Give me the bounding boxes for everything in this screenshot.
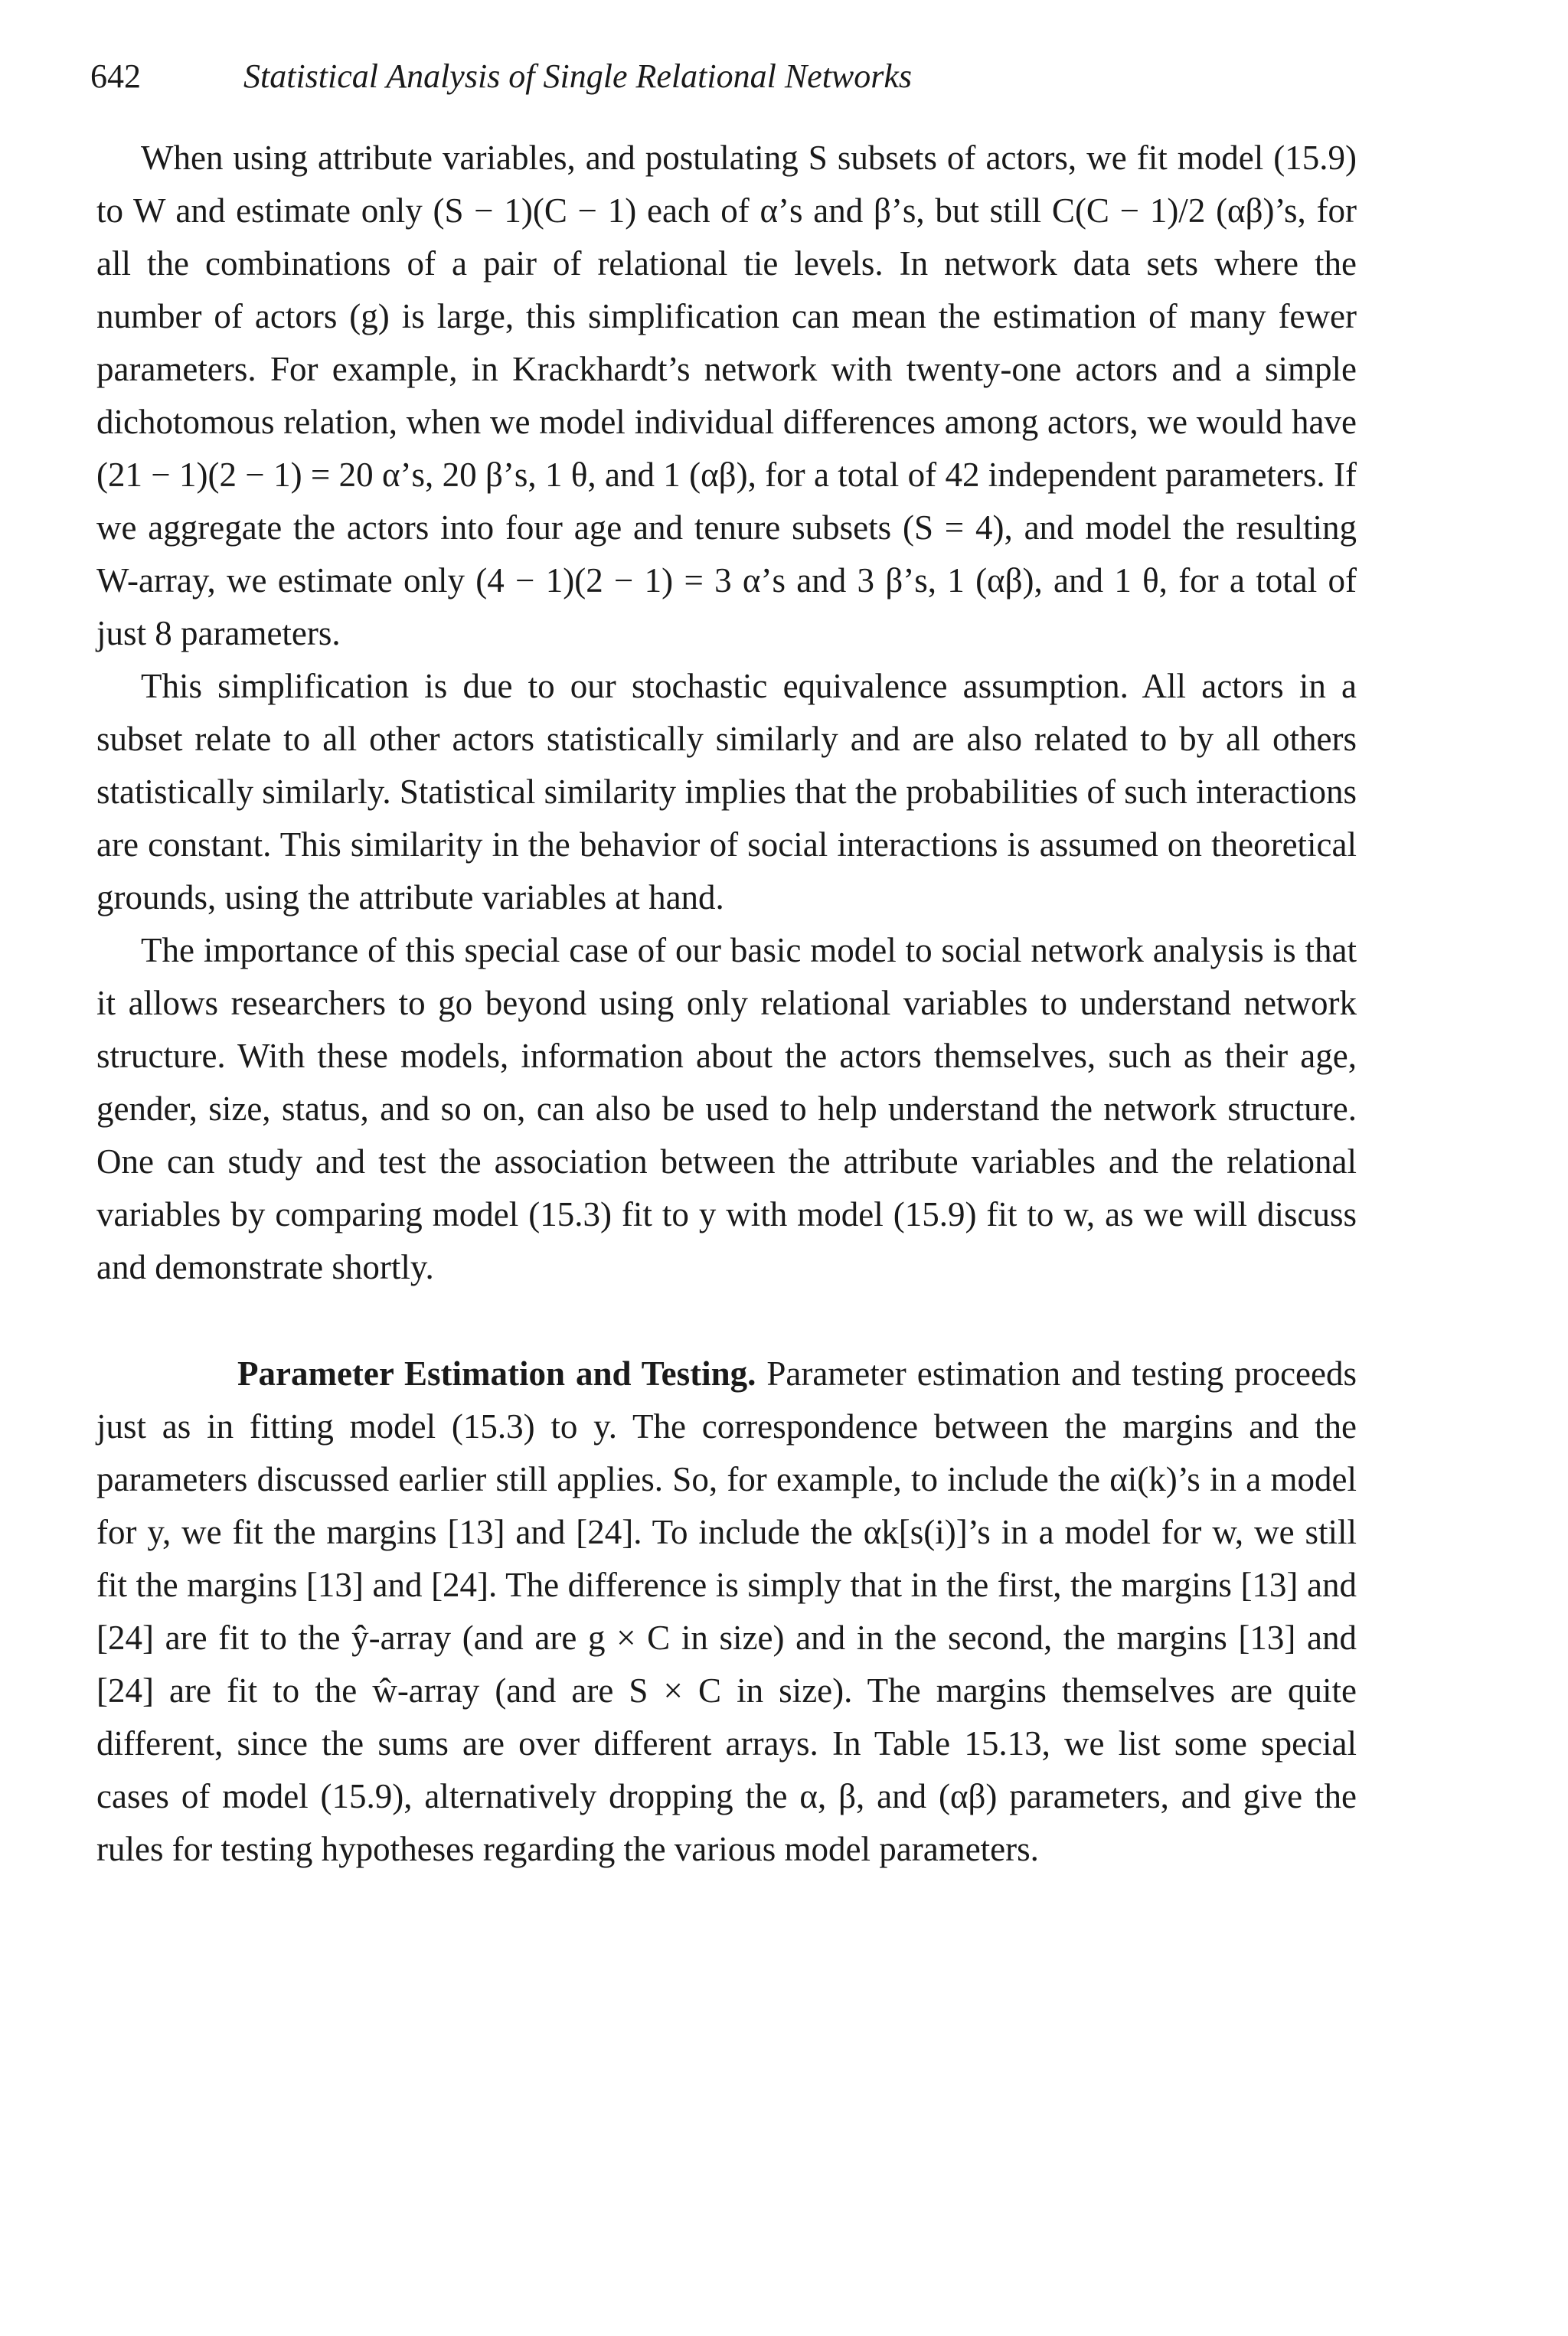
running-title: Statistical Analysis of Single Relational Networks	[243, 57, 913, 95]
page-number: 642	[90, 57, 141, 95]
body-text	[96, 132, 1357, 1876]
section-text: Parameter estimation and testing proceeds just as in fitting model (15.3) to y. The correspondence between the margins and the parameters discussed earlier still applies. So, for example, to include the αi(k)’s in a model for y, we fit the margins [13] and [24]. To include the αk[s(i)]’s in a model for w, we still fit the margins [13] and [24]. The difference is simply that in the first, the margins [13] and [24] are fit to the ŷ-array (and are g × C in size) and in the second, the margins [13] and [24] are fit to the ŵ-array (and are S × C in size). The margins themselves are quite different, since the sums are over different arrays. In Table 15.13, we list some special cases of model (15.9), alternatively dropping the α, β, and (αβ) parameters, and give the rules for testing hypotheses regarding the various model parameters.	[96, 1354, 1357, 1868]
paragraph-2: This simplification is due to our stochastic equivalence assumption. All actors in a subset relate to all other actors statistically similarly and are also related to by all others statistically similarly. Statistical similarity implies that the probabilities of such interactions are constant. This similarity in the behavior of social interactions is assumed on theoretical grounds, using the attribute variables at hand.	[96, 667, 1357, 916]
paragraph-1: When using attribute variables, and postulating S subsets of actors, we fit model (15.9) to W and estimate only (S − 1)(C − 1) each of α’s and β’s, but still C(C − 1)/2 (αβ)’s, for all the combinations of a pair of relational tie levels. In network data sets where the number of actors (g) is large, this simplification can mean the estimation of many fewer parameters. For example, in Krackhardt’s network with twenty-one actors and a simple dichotomous relation, when we model individual differences among actors, we would have (21 − 1)(2 − 1) = 20 α’s, 20 β’s, 1 θ, and 1 (αβ), for a total of 42 independent parameters. If we aggregate the actors into four age and tenure subsets (S = 4), and model the resulting W-array, we estimate only (4 − 1)(2 − 1) = 3 α’s and 3 β’s, 1 (αβ), and 1 θ, for a total of just 8 parameters.	[96, 139, 1357, 652]
paragraph-3: The importance of this special case of our basic model to social network analysis is that it allows researchers to go beyond using only relational variables to understand network structure. With these models, information about the actors themselves, such as their age, gender, size, status, and so on, can also be used to help understand the network structure. One can study and test the association between the attribute variables and the relational variables by comparing model (15.3) fit to y with model (15.9) fit to w, as we will discuss and demonstrate shortly.	[96, 931, 1357, 1286]
section-paragraph	[96, 1348, 1357, 1876]
section-heading: Parameter Estimation and Testing.	[237, 1354, 756, 1393]
section-spacer	[96, 1294, 1357, 1348]
page-header	[90, 54, 912, 100]
